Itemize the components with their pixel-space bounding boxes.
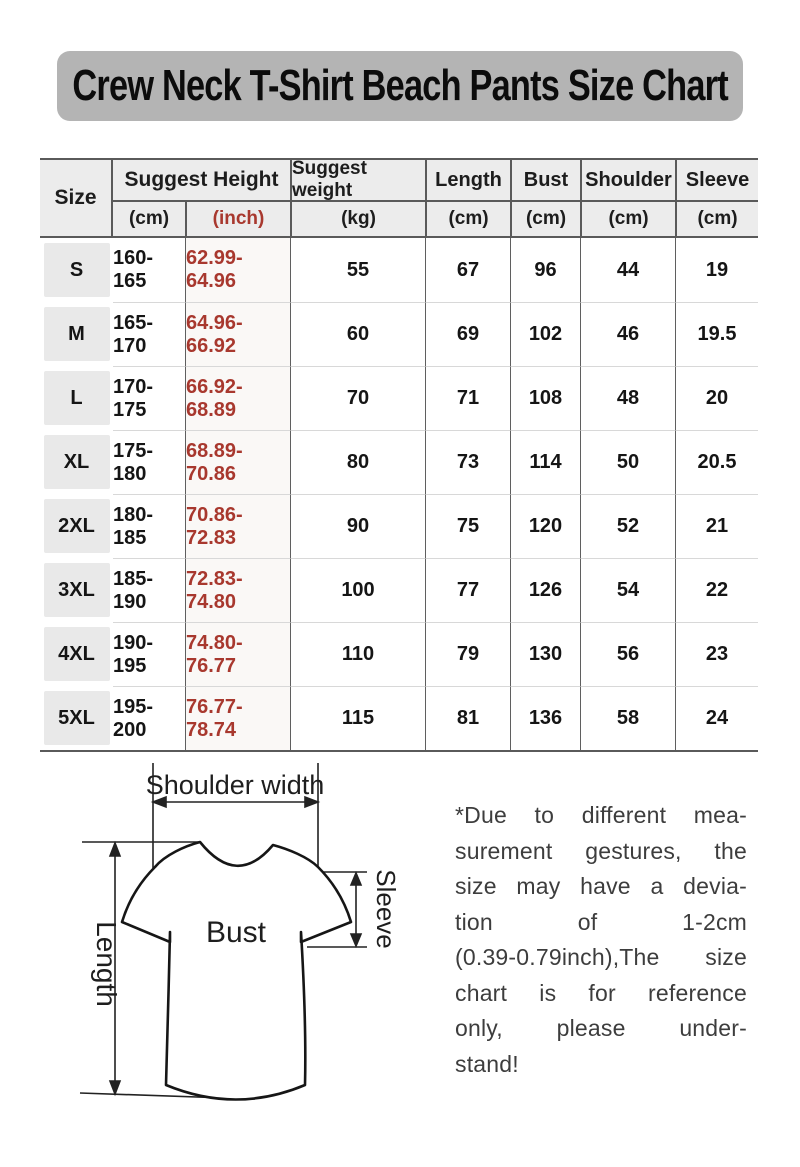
header-size: Size: [40, 160, 113, 236]
header-sleeve: Sleeve: [675, 160, 758, 202]
sleeve-label: Sleeve: [371, 869, 401, 949]
shoulder-width-label: Shoulder width: [145, 770, 325, 800]
header-suggest-weight: Suggest weight: [290, 160, 425, 202]
cell-bust: 136: [510, 686, 580, 750]
cell-weight-kg: 60: [290, 302, 425, 366]
cell-weight-kg: 70: [290, 366, 425, 430]
cell-height-inch: 64.96-66.92: [185, 302, 290, 366]
note-line: only, please under-: [455, 1015, 747, 1041]
note-line: (0.39-0.79inch),The size: [455, 944, 747, 970]
cell-sleeve: 22: [675, 558, 758, 622]
cell-weight-kg: 55: [290, 238, 425, 302]
cell-weight-kg: 80: [290, 430, 425, 494]
cell-height-inch: 76.77-78.74: [185, 686, 290, 750]
header-unit-length-cm: (cm): [425, 202, 510, 236]
cell-size: [40, 430, 113, 494]
cell-shoulder: 44: [580, 238, 675, 302]
cell-bust: 102: [510, 302, 580, 366]
header-unit-height-inch: (inch): [185, 202, 290, 236]
cell-weight-kg: 115: [290, 686, 425, 750]
cell-size: [40, 686, 113, 750]
table-header: [40, 158, 758, 238]
cell-size: [40, 366, 113, 430]
table-row: [40, 558, 758, 622]
size-label-chip: 2XL: [44, 499, 110, 553]
cell-length: 81: [425, 686, 510, 750]
title-banner: [57, 51, 743, 121]
cell-height-cm: 165-170: [113, 302, 185, 366]
cell-sleeve: 21: [675, 494, 758, 558]
sleeve-arrow: [351, 873, 361, 946]
table-row: [40, 430, 758, 494]
cell-height-inch: 68.89-70.86: [185, 430, 290, 494]
cell-bust: 108: [510, 366, 580, 430]
cell-height-cm: 175-180: [113, 430, 185, 494]
note-line: tion of 1-2cm: [455, 908, 747, 935]
header-unit-bust-cm: (cm): [510, 202, 580, 236]
header-unit-height-cm: (cm): [128, 208, 170, 229]
header-unit-sleeve-cm: (cm): [675, 202, 758, 236]
cell-length: 79: [425, 622, 510, 686]
cell-height-cm: 190-195: [113, 622, 185, 686]
cell-size: [40, 558, 113, 622]
cell-shoulder: 52: [580, 494, 675, 558]
cell-weight-kg: 100: [290, 558, 425, 622]
header-shoulder: Shoulder: [580, 160, 675, 202]
cell-height-inch: 62.99-64.96: [185, 238, 290, 302]
size-label-chip: M: [44, 307, 110, 361]
table-row: [40, 686, 758, 750]
cell-shoulder: 46: [580, 302, 675, 366]
cell-height-cm: 160-165: [113, 247, 154, 292]
table-row: [40, 494, 758, 558]
cell-shoulder: 56: [580, 622, 675, 686]
size-label-chip: 4XL: [44, 627, 110, 681]
cell-size: [40, 494, 113, 558]
length-label: Length: [91, 921, 122, 1007]
cell-sleeve: 20: [675, 366, 758, 430]
cell-length: 75: [425, 494, 510, 558]
header-unit-weight-kg: (kg): [290, 202, 425, 236]
note-line: chart is for reference: [455, 979, 747, 1006]
size-table-body: [40, 238, 758, 752]
page-title: Crew Neck T-Shirt Beach Pants Size Chart: [72, 61, 728, 110]
cell-bust: 120: [510, 494, 580, 558]
size-label-chip: 3XL: [44, 563, 110, 617]
cell-height-cm: 170-175: [113, 366, 185, 430]
cell-height-inch: 72.83-74.80: [185, 558, 290, 622]
cell-sleeve: 20.5: [675, 430, 758, 494]
cell-height-cm: 180-185: [113, 494, 185, 558]
cell-bust: 114: [510, 430, 580, 494]
cell-height-inch: 66.92-68.89: [185, 366, 290, 430]
table-row: [40, 302, 758, 366]
header-length: Length: [425, 160, 510, 202]
cell-shoulder: 54: [580, 558, 675, 622]
header-bust: Bust: [510, 160, 580, 202]
cell-length: 77: [425, 558, 510, 622]
bust-label: Bust: [205, 916, 267, 949]
cell-bust: 96: [510, 238, 580, 302]
cell-shoulder: 50: [580, 430, 675, 494]
cell-height-cm: 195-200: [113, 686, 185, 750]
tshirt-outline: [122, 842, 351, 1100]
cell-weight-kg: 90: [290, 494, 425, 558]
cell-sleeve: 23: [675, 622, 758, 686]
cell-height-inch: 74.80-76.77: [185, 622, 290, 686]
cell-length: 69: [425, 302, 510, 366]
cell-sleeve: 19: [675, 238, 758, 302]
cell-bust: 126: [510, 558, 580, 622]
size-label-chip: S: [44, 243, 110, 297]
note-line: stand!: [455, 1050, 519, 1077]
cell-height-inch: 70.86-72.83: [185, 494, 290, 558]
cell-size: [40, 622, 113, 686]
size-label-chip: 5XL: [44, 691, 110, 745]
cell-size: [40, 238, 113, 302]
cell-sleeve: 24: [675, 686, 758, 750]
cell-weight-kg: 110: [290, 622, 425, 686]
size-label-chip: L: [44, 371, 110, 425]
note-line: size may have a devia-: [455, 873, 747, 899]
tshirt-measurement-diagram: [55, 752, 445, 1157]
note-line: surement gestures, the: [455, 837, 747, 864]
header-unit-shoulder-cm: (cm): [580, 202, 675, 236]
cell-shoulder: 48: [580, 366, 675, 430]
table-row: [40, 622, 758, 686]
header-suggest-height: Suggest Height: [113, 160, 290, 202]
note-text: [455, 798, 747, 1082]
cell-length: 67: [425, 238, 510, 302]
size-chart-table: [40, 158, 758, 752]
cell-height-cm: 185-190: [113, 558, 185, 622]
cell-sleeve: 19.5: [675, 302, 758, 366]
note-line: *Due to different mea-: [455, 802, 747, 828]
cell-length: 73: [425, 430, 510, 494]
cell-shoulder: 58: [580, 686, 675, 750]
cell-size: [40, 302, 113, 366]
size-label-chip: XL: [44, 435, 110, 489]
cell-length: 71: [425, 366, 510, 430]
table-row: [40, 366, 758, 430]
tshirt-diagram-svg: [55, 752, 445, 1157]
cell-bust: 130: [510, 622, 580, 686]
table-row: [40, 238, 758, 302]
